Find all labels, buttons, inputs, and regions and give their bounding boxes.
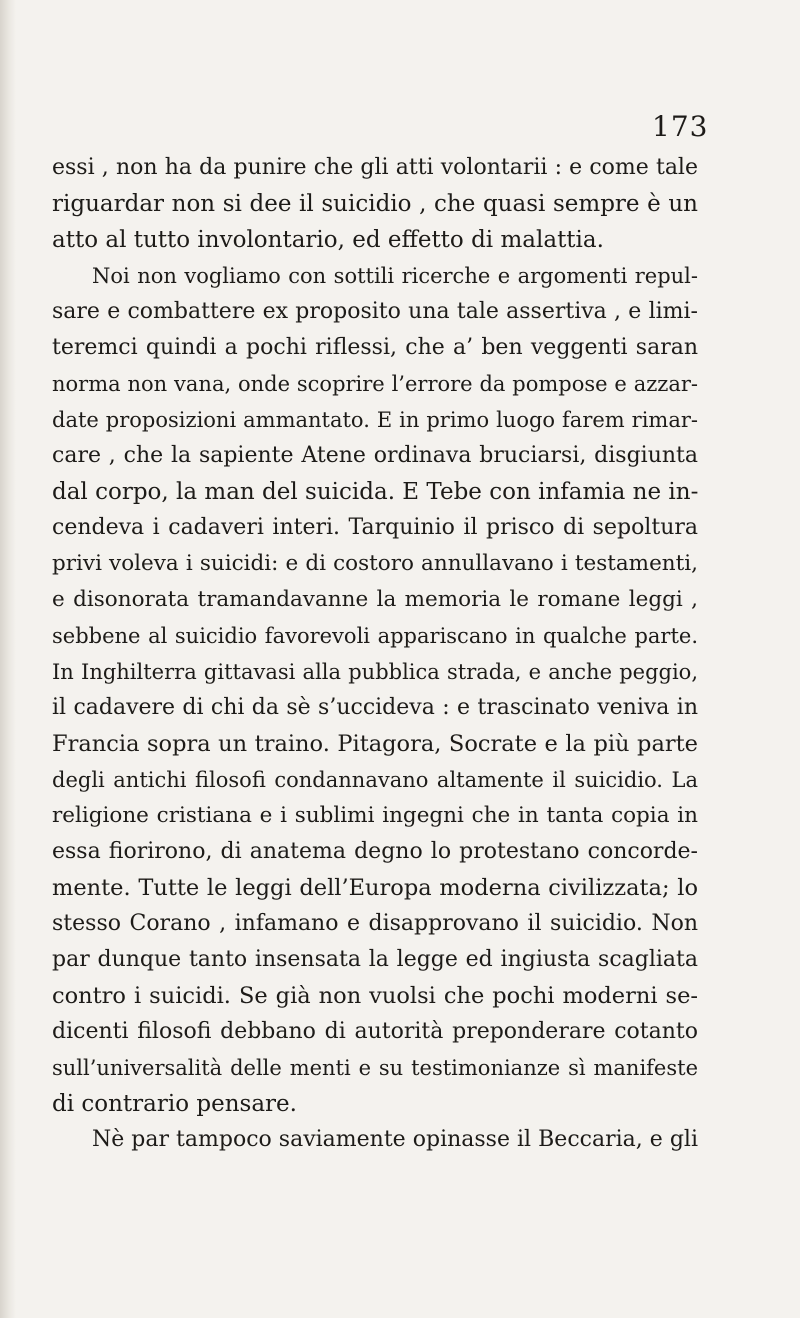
text-line: riguardar non si dee il suicidio , che quasi sempre è un: [52, 191, 698, 217]
text-line: par dunque tanto insensata la legge ed ingiusta scagliata: [52, 947, 698, 972]
text-line: essi , non ha da punire che gli atti volontarii : e come tale: [52, 155, 698, 180]
text-line: norma non vana, onde scoprire l’errore da pompose e azzar-: [52, 372, 698, 396]
text-line: e disonorata tramandavanne la memoria le romane leggi ,: [52, 587, 698, 612]
text-line: cendeva i cadaveri interi. Tarquinio il prisco di sepoltura: [52, 515, 698, 540]
text-line: il cadavere di chi da sè s’uccideva : e trascinato veniva in: [52, 695, 698, 720]
text-line: privi voleva i suicidi: e di costoro annullavano i testamenti,: [52, 551, 698, 576]
text-line: dal corpo, la man del suicida. E Tebe con infamia ne in-: [52, 479, 699, 505]
text-line: sare e combattere ex proposito una tale assertiva , e limi-: [52, 299, 698, 324]
text-line: In Inghilterra gittavasi alla pubblica strada, e anche peggio,: [52, 660, 698, 684]
text-line: stesso Corano , infamano e disapprovano il suicidio. Non: [52, 911, 698, 936]
text-line: date proposizioni ammantato. E in primo luogo farem rimar-: [52, 408, 698, 432]
text-line: Nè par tampoco saviamente opinasse il Beccaria, e gli: [92, 1127, 698, 1152]
text-line: care , che la sapiente Atene ordinava bruciarsi, disgiunta: [52, 443, 698, 468]
text-line: religione cristiana e i sublimi ingegni che in tanta copia in: [52, 803, 698, 828]
text-line: contro i suicidi. Se già non vuolsi che pochi moderni se-: [52, 983, 698, 1009]
text-line: Francia sopra un traino. Pitagora, Socrate e la più parte: [52, 731, 698, 757]
text-line: degli antichi filosofi condannavano altamente il suicidio. La: [52, 768, 698, 792]
text-line: Noi non vogliamo con sottili ricerche e argomenti repul-: [92, 264, 698, 288]
text-line: sull’universalità delle menti e su testimonianze sì manifeste: [52, 1056, 698, 1080]
binding-gutter-shadow: [0, 0, 16, 1318]
text-line: di contrario pensare.: [52, 1091, 297, 1117]
text-line: mente. Tutte le leggi dell’Europa moderna civilizzata; lo: [52, 875, 698, 901]
text-line: dicenti filosofi debbano di autorità preponderare cotanto: [52, 1019, 698, 1044]
text-line: teremci quindi a pochi riflessi, che a’ ben veggenti saran: [52, 335, 698, 360]
text-line: atto al tutto involontario, ed effetto di malattia.: [52, 227, 604, 253]
text-line: essa fiorirono, di anatema degno lo protestano concorde-: [52, 839, 698, 864]
page-number: 173: [652, 110, 709, 143]
text-line: sebbene al suicidio favorevoli appariscano in qualche parte.: [52, 624, 698, 648]
